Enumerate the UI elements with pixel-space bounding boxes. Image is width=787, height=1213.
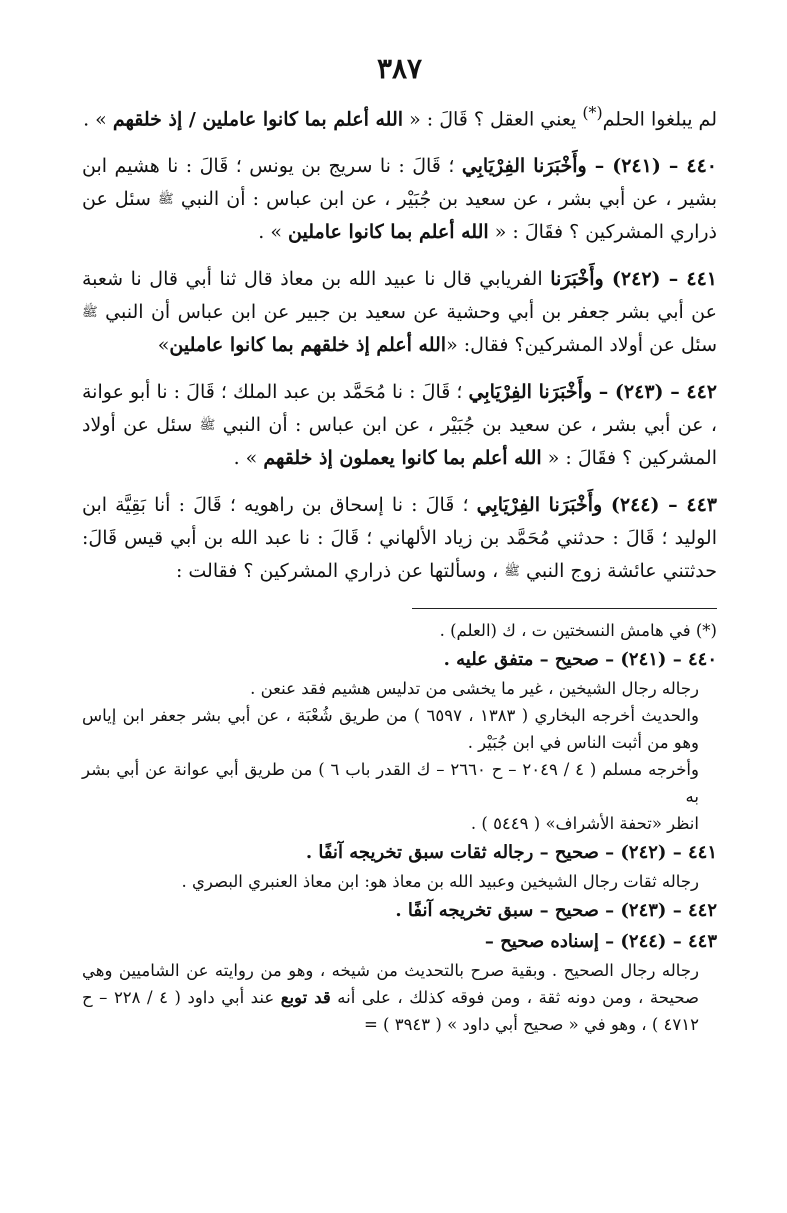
- text: الفريابي قال نا عبيد الله بن معاذ قال ثنا أبي قال نا شعبة عن أبي بشر جعفر بن أبي وحشية عن سعيد بن جبير عن ابن عباس أن النبي: [82, 268, 717, 324]
- hadith-441: [82, 263, 717, 362]
- main-text: [82, 96, 717, 588]
- text: ؛ قَالَ : نا إسحاق بن راهويه ؛ قَالَ : أنا بَقِيَّة ابن الوليد ؛ قَالَ : حدثني مُحَمَّد بن زياد الألهاني ؛ قَالَ : نا عبد الله بن أبي قيس قَالَ: حدثتني عائشة زوج النبي: [82, 494, 717, 583]
- takhrij-line: رجاله رجال الشيخين ، غير ما يخشى من تدليس هشيم فقد عنعن .: [250, 679, 699, 699]
- takhrij-heading-440: ٤٤٠ – (٢٤١) – صحيح – متفق عليه .: [443, 649, 717, 671]
- footnote-separator: [412, 608, 717, 609]
- text: سئل عن أولاد المشركين ؟ فقَالَ : «: [82, 414, 717, 470]
- paragraph-continuation: [82, 96, 717, 136]
- hadith-443: [82, 489, 717, 588]
- hadith-quote: الله أعلم بما كانوا عاملين: [288, 221, 489, 244]
- salutation-seal-icon: ﷺ: [158, 192, 174, 208]
- text: ، وسألتها عن ذراري المشركين ؟ فقالت :: [175, 560, 505, 583]
- takhrij-line: [82, 957, 717, 1038]
- footnote: (*) في هامش النسختين ت ، ك (العلم) .: [439, 621, 717, 641]
- text: »: [157, 334, 170, 357]
- hadith-442: [82, 376, 717, 475]
- text: ؛ قَالَ : نا مُحَمَّد بن عبد الملك ؛ قَالَ : نا أبو عوانة ، عن أبي بشر ، عن سعيد بن جُبَيْر ، عن ابن عباس : أن النبي: [82, 381, 717, 437]
- text: سئل عن أولاد المشركين؟ فقال: «: [446, 334, 717, 357]
- text: رجاله رجال الصحيح . وبقية صرح بالتحديث من شيخه ، وهو من روايته عن الشاميين وهي صحيحة ، ومن دونه ثقة ، ومن فوقه كذلك ، على أنه: [82, 961, 699, 1008]
- salutation-seal-icon: ﷺ: [504, 564, 520, 580]
- salutation-seal-icon: ﷺ: [82, 305, 98, 321]
- text: يعني العقل ؟ قَالَ : «: [403, 108, 583, 131]
- hadith-number: ٤٤١ – (٢٤٢) وأَخْبَرَنا: [550, 268, 717, 291]
- hadith-quote: الله أعلم بما كانوا يعملون إذ خلقهم: [263, 447, 542, 470]
- footnotes: [82, 617, 717, 1038]
- takhrij-heading-441: ٤٤١ – (٢٤٢) – صحيح – رجاله ثقات سبق تخريجه آنفًا .: [305, 842, 717, 864]
- hadith-number: ٤٤٠ – (٢٤١) – وأَخْبَرَنا الفِرْيَابِي: [461, 155, 717, 178]
- takhrij-heading-442: ٤٤٢ – (٢٤٣) – صحيح – سبق تخريجه آنفًا .: [395, 900, 717, 922]
- hadith-number: ٤٤٣ – (٢٤٤) وأَخْبَرَنا الفِرْيَابِي: [476, 494, 717, 517]
- takhrij-heading-443: ٤٤٣ – (٢٤٤) – إسناده صحيح –: [484, 931, 717, 953]
- takhrij-line: رجاله ثقات رجال الشيخين وعبيد الله بن معاذ هو: ابن معاذ العنبري البصري .: [181, 872, 699, 892]
- text: » .: [258, 221, 289, 244]
- salutation-seal-icon: ﷺ: [199, 418, 216, 434]
- takhrij-line: والحديث أخرجه البخاري ( ١٣٨٣ ، ٦٥٩٧ ) من طريق شُعْبَة ، عن أبي بشر جعفر ابن إياس وهو من أثبت الناس في ابن جُبَيْر .: [82, 706, 699, 753]
- text: ؛ قَالَ : نا سريج بن يونس ؛ قَالَ : نا هشيم ابن بشير ، عن أبي بشر ، عن سعيد بن جُبَيْر ، عن ابن عباس : أن النبي: [82, 155, 717, 211]
- hadith-number: ٤٤٢ – (٢٤٣) – وأَخْبَرَنا الفِرْيَابِي: [468, 381, 717, 404]
- takhrij-line: وأخرجه مسلم ( ٤ / ٢٠٤٩ – ح ٢٦٦٠ – ك القدر باب ٦ ) من طريق أبي عوانة عن أبي بشر به: [82, 760, 699, 807]
- footnote-marker: (*): [582, 103, 603, 122]
- text: سئل عن ذراري المشركين ؟ فقَالَ : «: [82, 188, 717, 244]
- hadith-440: [82, 150, 717, 249]
- text: عند أبي داود ( ٤ / ٢٢٨ – ح ٤٧١٢ ) ، وهو في « صحيح أبي داود » ( ٣٩٤٣ ) =: [82, 988, 699, 1035]
- page-number: ٣٨٧: [376, 52, 423, 85]
- hadith-quote: الله أعلم بما كانوا عاملين / إذ خلقهم: [112, 108, 404, 131]
- text: » .: [233, 447, 264, 470]
- text: لم يبلغوا الحلم: [602, 108, 717, 131]
- emphasis: قد توبع: [280, 988, 331, 1008]
- takhrij-line: انظر «تحفة الأشراف» ( ٥٤٤٩ ) .: [470, 814, 699, 834]
- text: » .: [83, 108, 113, 131]
- hadith-quote: الله أعلم إذ خلقهم بما كانوا عاملين: [169, 334, 447, 357]
